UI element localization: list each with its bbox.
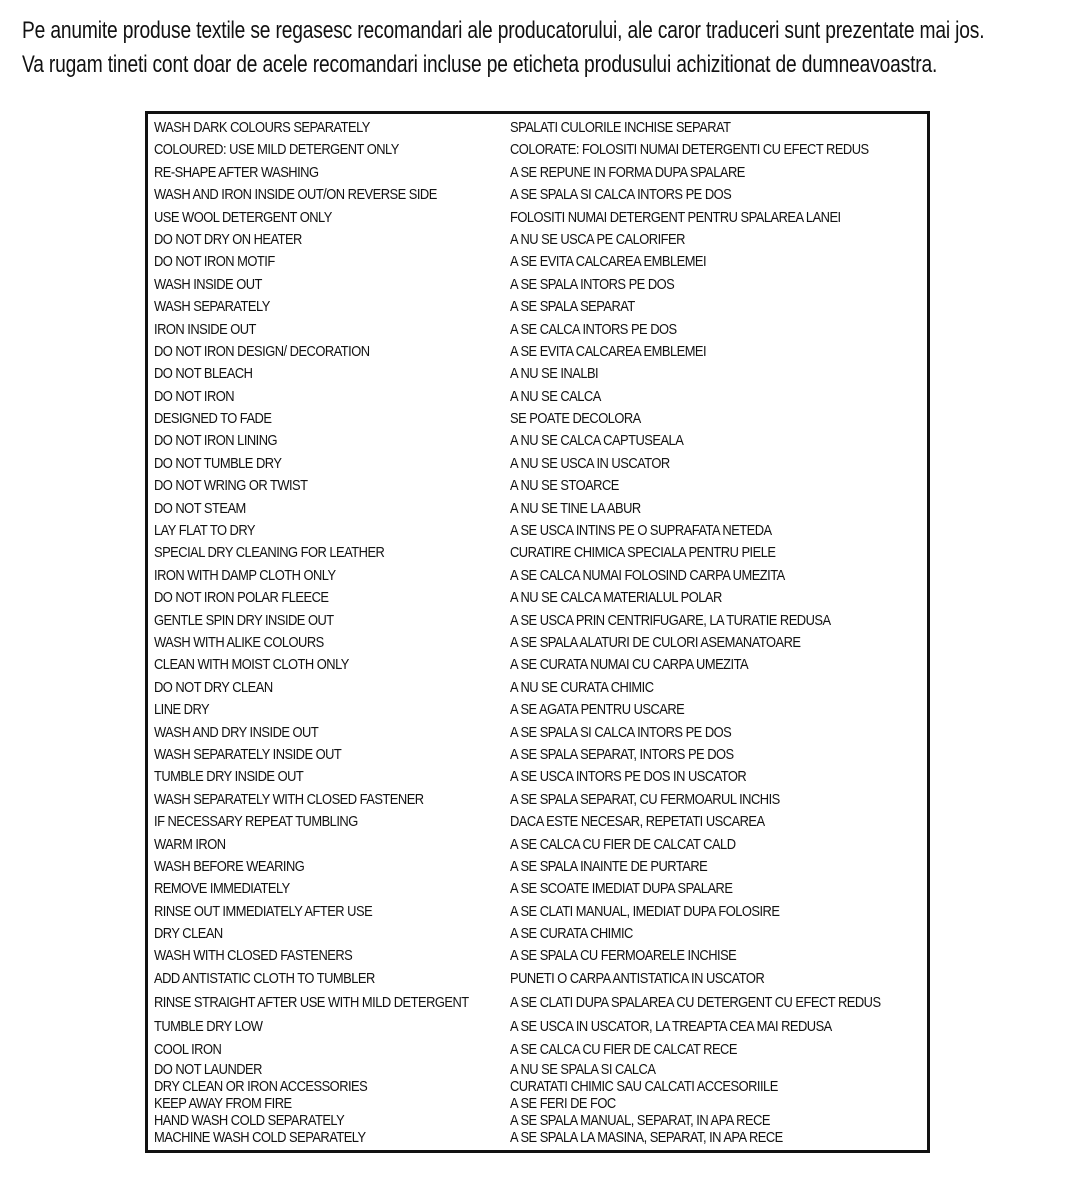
table-row — [154, 677, 924, 699]
instruction-english: DO NOT DRY ON HEATER — [154, 230, 302, 248]
instruction-romanian: A SE SPALA INAINTE DE PURTARE — [510, 857, 708, 875]
instruction-romanian: A NU SE CALCA MATERIALUL POLAR — [510, 589, 722, 607]
instruction-english: DO NOT DRY CLEAN — [154, 678, 273, 696]
instruction-english: DRY CLEAN — [154, 925, 223, 943]
instruction-english: WASH DARK COLOURS SEPARATELY — [154, 119, 370, 136]
instruction-english: WASH WITH CLOSED FASTENERS — [154, 947, 353, 965]
table-row — [154, 296, 924, 318]
table-row — [154, 766, 924, 788]
instruction-english: WASH AND DRY INSIDE OUT — [154, 723, 319, 741]
table-row — [154, 654, 924, 676]
table-row — [154, 274, 924, 296]
instruction-romanian: A SE CALCA INTORS PE DOS — [510, 320, 677, 338]
table-row — [154, 162, 924, 184]
instruction-english: RE-SHAPE AFTER WASHING — [154, 163, 319, 181]
table-row — [154, 722, 924, 744]
instruction-english: TUMBLE DRY INSIDE OUT — [154, 768, 304, 786]
instruction-english: USE WOOL DETERGENT ONLY — [154, 208, 332, 226]
instruction-romanian: A SE EVITA CALCAREA EMBLEMEI — [510, 253, 707, 271]
table-row — [154, 1016, 924, 1038]
table-row — [154, 475, 924, 497]
table-row — [154, 990, 924, 1016]
instruction-romanian: A NU SE STOARCE — [510, 477, 619, 495]
table-row — [154, 319, 924, 341]
table-row — [154, 408, 924, 430]
instruction-romanian: A SE CALCA CU FIER DE CALCAT CALD — [510, 835, 736, 853]
table-row — [154, 811, 924, 833]
table-row — [154, 789, 924, 811]
table-row — [154, 386, 924, 408]
table-row — [154, 1039, 924, 1061]
instruction-english: DO NOT IRON LINING — [154, 432, 278, 450]
instruction-romanian: A SE SCOATE IMEDIAT DUPA SPALARE — [510, 880, 733, 898]
table-row — [154, 229, 924, 251]
instruction-english: LINE DRY — [154, 701, 210, 719]
table-row — [154, 610, 924, 632]
instruction-romanian: A NU SE USCA IN USCATOR — [510, 454, 670, 472]
instruction-romanian: A SE USCA INTORS PE DOS IN USCATOR — [510, 768, 747, 786]
instruction-english: DRY CLEAN OR IRON ACCESSORIES — [154, 1078, 368, 1096]
intro-line-2: Va rugam tineti cont doar de acele recomandari incluse pe eticheta produsului achizitionat de dumneavoastra. — [22, 51, 938, 78]
instruction-english: RINSE OUT IMMEDIATELY AFTER USE — [154, 902, 373, 920]
table-row — [154, 498, 924, 520]
instruction-english: WASH SEPARATELY — [154, 298, 270, 316]
instruction-english: LAY FLAT TO DRY — [154, 522, 256, 540]
table-row — [154, 856, 924, 878]
instruction-english: DO NOT STEAM — [154, 499, 246, 517]
instruction-english: DO NOT BLEACH — [154, 365, 253, 383]
instruction-romanian: A SE USCA IN USCATOR, LA TREAPTA CEA MAI REDUSA — [510, 1018, 832, 1036]
instruction-english: RINSE STRAIGHT AFTER USE WITH MILD DETERGENT — [154, 994, 469, 1012]
instruction-romanian: A SE SPALA INTORS PE DOS — [510, 275, 675, 293]
table-row — [154, 363, 924, 385]
table-row — [154, 117, 924, 139]
instruction-romanian: SPALATI CULORILE INCHISE SEPARAT — [510, 119, 731, 136]
instruction-romanian: PUNETI O CARPA ANTISTATICA IN USCATOR — [510, 969, 765, 987]
instruction-english: WASH INSIDE OUT — [154, 275, 262, 293]
instruction-romanian: A SE CLATI DUPA SPALAREA CU DETERGENT CU EFECT REDUS — [510, 994, 881, 1012]
intro-text — [22, 14, 985, 82]
instruction-english: IRON INSIDE OUT — [154, 320, 256, 338]
table-row — [154, 1061, 924, 1078]
instruction-english: COLOURED: USE MILD DETERGENT ONLY — [154, 141, 399, 159]
instruction-english: WASH SEPARATELY WITH CLOSED FASTENER — [154, 790, 424, 808]
table-row — [154, 341, 924, 363]
instruction-romanian: A SE FERI DE FOC — [510, 1095, 616, 1113]
instruction-english: MACHINE WASH COLD SEPARATELY — [154, 1129, 366, 1147]
instruction-romanian: A SE CURATA CHIMIC — [510, 925, 633, 943]
instruction-english: DO NOT IRON POLAR FLEECE — [154, 589, 329, 607]
instruction-english: REMOVE IMMEDIATELY — [154, 880, 290, 898]
table-row — [154, 139, 924, 161]
table-row — [154, 184, 924, 206]
instruction-english: DO NOT IRON — [154, 387, 235, 405]
instruction-romanian: A SE EVITA CALCAREA EMBLEMEI — [510, 342, 707, 360]
table-row — [154, 968, 924, 990]
instruction-romanian: A SE SPALA SEPARAT, INTORS PE DOS — [510, 745, 734, 763]
instruction-romanian: FOLOSITI NUMAI DETERGENT PENTRU SPALAREA LANEI — [510, 208, 841, 226]
instruction-romanian: A SE SPALA CU FERMOARELE INCHISE — [510, 947, 737, 965]
instruction-romanian: A NU SE USCA PE CALORIFER — [510, 230, 685, 248]
table-row — [154, 1112, 924, 1129]
instruction-romanian: A SE CALCA CU FIER DE CALCAT RECE — [510, 1040, 737, 1058]
instruction-english: DO NOT WRING OR TWIST — [154, 477, 308, 495]
table-row — [154, 251, 924, 273]
table-row — [154, 453, 924, 475]
instruction-romanian: A SE SPALA SI CALCA INTORS PE DOS — [510, 723, 732, 741]
instruction-romanian: A SE SPALA LA MASINA, SEPARAT, IN APA RECE — [510, 1129, 783, 1147]
instruction-english: TUMBLE DRY LOW — [154, 1018, 263, 1036]
table-row — [154, 542, 924, 564]
instruction-english: DO NOT IRON DESIGN/ DECORATION — [154, 342, 370, 360]
instruction-romanian: A SE AGATA PENTRU USCARE — [510, 701, 685, 719]
table-row — [154, 878, 924, 900]
table-row — [154, 207, 924, 229]
table-row — [154, 587, 924, 609]
intro-line-1: Pe anumite produse textile se regasesc recomandari ale producatorului, ale caror traduceri sunt prezentate mai jos. — [22, 17, 985, 44]
instruction-english: DO NOT IRON MOTIF — [154, 253, 275, 271]
table-row — [154, 699, 924, 721]
care-instructions-rows — [154, 117, 924, 1146]
instruction-romanian: A SE CLATI MANUAL, IMEDIAT DUPA FOLOSIRE — [510, 902, 780, 920]
table-row — [154, 945, 924, 967]
instruction-english: WASH BEFORE WEARING — [154, 857, 305, 875]
instruction-english: DESIGNED TO FADE — [154, 410, 272, 428]
table-row — [154, 923, 924, 945]
instruction-romanian: DACA ESTE NECESAR, REPETATI USCAREA — [510, 813, 765, 831]
table-row — [154, 1129, 924, 1146]
table-row — [154, 744, 924, 766]
instruction-romanian: A SE SPALA MANUAL, SEPARAT, IN APA RECE — [510, 1112, 770, 1130]
instruction-romanian: CURATATI CHIMIC SAU CALCATI ACCESORIILE — [510, 1078, 778, 1096]
instruction-english: ADD ANTISTATIC CLOTH TO TUMBLER — [154, 969, 375, 987]
instruction-romanian: A SE CURATA NUMAI CU CARPA UMEZITA — [510, 656, 749, 674]
instruction-romanian: SE POATE DECOLORA — [510, 410, 641, 428]
instruction-english: DO NOT LAUNDER — [154, 1061, 262, 1079]
instruction-english: WASH WITH ALIKE COLOURS — [154, 633, 324, 651]
instruction-romanian: A NU SE TINE LA ABUR — [510, 499, 641, 517]
table-row — [154, 1078, 924, 1095]
table-row — [154, 430, 924, 452]
instruction-romanian: A SE SPALA SI CALCA INTORS PE DOS — [510, 186, 732, 204]
instruction-english: DO NOT TUMBLE DRY — [154, 454, 282, 472]
instruction-romanian: CURATIRE CHIMICA SPECIALA PENTRU PIELE — [510, 544, 776, 562]
instruction-romanian: A SE USCA PRIN CENTRIFUGARE, LA TURATIE REDUSA — [510, 611, 831, 629]
instruction-romanian: A SE SPALA SEPARAT — [510, 298, 635, 316]
instruction-romanian: A SE CALCA NUMAI FOLOSIND CARPA UMEZITA — [510, 566, 785, 584]
care-instructions-table — [145, 111, 930, 1153]
instruction-english: KEEP AWAY FROM FIRE — [154, 1095, 292, 1113]
instruction-romanian: A NU SE CALCA CAPTUSEALA — [510, 432, 684, 450]
instruction-english: WARM IRON — [154, 835, 226, 853]
table-row — [154, 520, 924, 542]
table-row — [154, 565, 924, 587]
instruction-english: HAND WASH COLD SEPARATELY — [154, 1112, 345, 1130]
instruction-english: SPECIAL DRY CLEANING FOR LEATHER — [154, 544, 385, 562]
instruction-english: GENTLE SPIN DRY INSIDE OUT — [154, 611, 334, 629]
instruction-romanian: A SE SPALA SEPARAT, CU FERMOARUL INCHIS — [510, 790, 780, 808]
instruction-romanian: A NU SE SPALA SI CALCA — [510, 1061, 656, 1079]
table-row — [154, 834, 924, 856]
instruction-romanian: COLORATE: FOLOSITI NUMAI DETERGENTI CU EFECT REDUS — [510, 141, 869, 159]
instruction-romanian: A SE USCA INTINS PE O SUPRAFATA NETEDA — [510, 522, 772, 540]
instruction-english: WASH AND IRON INSIDE OUT/ON REVERSE SIDE — [154, 186, 437, 204]
instruction-romanian: A SE REPUNE IN FORMA DUPA SPALARE — [510, 163, 745, 181]
instruction-english: COOL IRON — [154, 1040, 222, 1058]
instruction-romanian: A NU SE CALCA — [510, 387, 601, 405]
instruction-romanian: A SE SPALA ALATURI DE CULORI ASEMANATOARE — [510, 633, 801, 651]
table-row — [154, 901, 924, 923]
instruction-romanian: A NU SE INALBI — [510, 365, 599, 383]
instruction-english: WASH SEPARATELY INSIDE OUT — [154, 745, 342, 763]
instruction-romanian: A NU SE CURATA CHIMIC — [510, 678, 654, 696]
instruction-english: CLEAN WITH MOIST CLOTH ONLY — [154, 656, 349, 674]
instruction-english: IRON WITH DAMP CLOTH ONLY — [154, 566, 336, 584]
table-row — [154, 632, 924, 654]
table-row — [154, 1095, 924, 1112]
instruction-english: IF NECESSARY REPEAT TUMBLING — [154, 813, 358, 831]
